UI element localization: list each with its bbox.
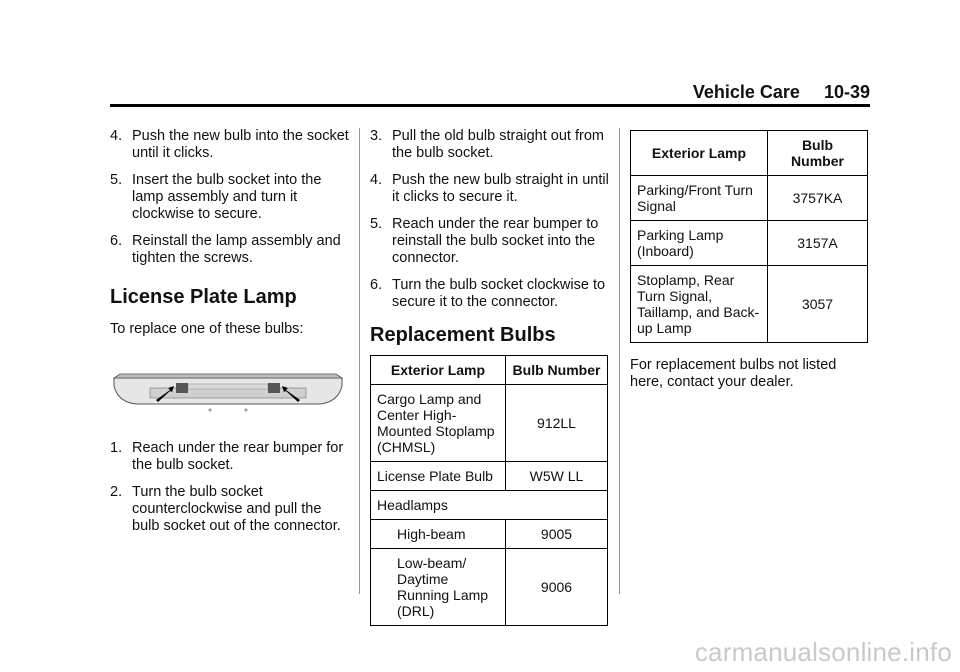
header-bulb-number: Bulb Number <box>768 131 868 176</box>
left-lamp <box>176 383 188 393</box>
table-row: High-beam 9005 <box>371 520 608 549</box>
bulb-table-1 <box>370 355 608 626</box>
step-6: 6. Reinstall the lamp assembly and tighten the screws. <box>110 233 341 266</box>
license-intro: To replace one of these bulbs: <box>110 321 304 337</box>
step-5b: 5. Reach under the rear bumper to reinstall the bulb socket into the connector. <box>370 216 599 266</box>
right-lamp <box>268 383 280 393</box>
table-row: Cargo Lamp and Center High-Mounted Stoplamp (CHMSL) 912LL <box>371 385 608 462</box>
column-3 <box>630 128 870 391</box>
page-number: 10-39 <box>823 82 870 102</box>
step-5: 5. Insert the bulb socket into the lamp assembly and turn it clockwise to secure. <box>110 172 322 222</box>
watermark: carmanualsonline.info <box>694 637 952 667</box>
license-plate-lamp-heading: License Plate Lamp <box>110 286 297 308</box>
step-4b: 4. Push the new bulb straight in until it clicks to secure it. <box>370 172 609 205</box>
dealer-note: For replacement bulbs not listed here, contact your dealer. <box>630 357 837 390</box>
table-row: Headlamps <box>371 491 608 520</box>
rear-bumper-illustration <box>110 366 346 418</box>
page-header <box>660 82 870 103</box>
table-row: Parking Lamp (Inboard) 3157A <box>631 221 868 266</box>
step-1: 1. Reach under the rear bumper for the bulb socket. <box>110 440 344 473</box>
header-rule <box>110 104 870 107</box>
table-row: Low-beam/ Daytime Running Lamp (DRL) 9006 <box>371 549 608 626</box>
header-exterior-lamp: Exterior Lamp <box>371 356 506 385</box>
table-header-row <box>371 356 608 385</box>
step-4: 4. Push the new bulb into the socket until it clicks. <box>110 128 349 161</box>
step-6b: 6. Turn the bulb socket clockwise to secure it to the connector. <box>370 277 606 310</box>
step-2: 2. Turn the bulb socket counterclockwise and pull the bulb socket out of the connector. <box>110 484 341 534</box>
bulb-table-2 <box>630 130 868 343</box>
header-exterior-lamp: Exterior Lamp <box>631 131 768 176</box>
header-bulb-number: Bulb Number <box>506 356 608 385</box>
replacement-bulbs-heading: Replacement Bulbs <box>370 324 556 346</box>
column-divider-1 <box>359 128 360 594</box>
table-row: License Plate Bulb W5W LL <box>371 462 608 491</box>
column-1 <box>110 128 350 545</box>
column-divider-2 <box>619 128 620 594</box>
column-2 <box>370 128 610 626</box>
table-row: Parking/Front Turn Signal 3757KA <box>631 176 868 221</box>
table-row: Stoplamp, Rear Turn Signal, Taillamp, and Back-up Lamp 3057 <box>631 266 868 343</box>
table-header-row <box>631 131 868 176</box>
step-3: 3. Pull the old bulb straight out from the bulb socket. <box>370 128 604 161</box>
section-title: Vehicle Care <box>692 82 800 102</box>
